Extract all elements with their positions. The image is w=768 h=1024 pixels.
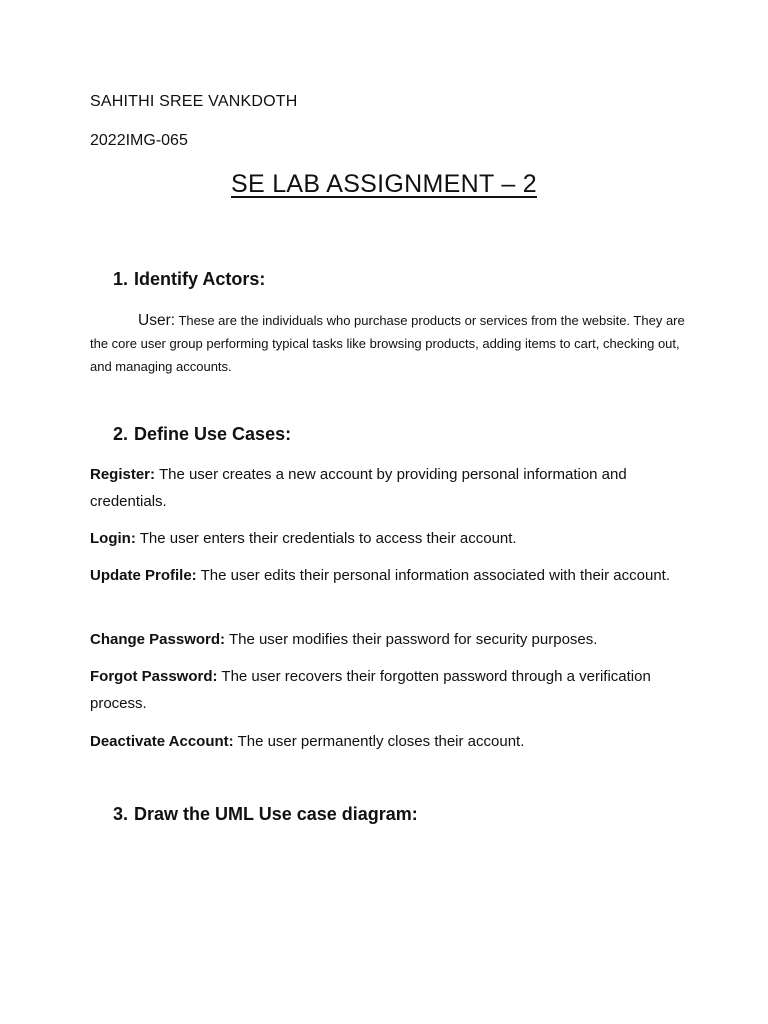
- section-title: Draw the UML Use case diagram:: [134, 804, 418, 824]
- use-case-label: Login:: [90, 530, 136, 547]
- section-heading-define-use-cases: [113, 424, 291, 445]
- section-heading-draw-uml-diagram: [113, 804, 418, 825]
- use-case-register: [90, 461, 690, 515]
- actor-name: User:: [138, 312, 176, 329]
- section-number: 3.: [113, 804, 129, 824]
- use-case-description: The user enters their credentials to access their account.: [139, 530, 517, 547]
- use-case-description: The user creates a new account by providing personal information and credentials.: [90, 466, 627, 510]
- use-case-label: Forgot Password:: [90, 668, 218, 685]
- use-case-label: Deactivate Account:: [90, 733, 234, 750]
- use-case-label: Register:: [90, 466, 156, 483]
- use-case-label: Change Password:: [90, 631, 226, 648]
- use-case-update-profile: [90, 562, 690, 589]
- section-number: 1.: [113, 269, 129, 289]
- use-case-deactivate-account: [90, 728, 690, 755]
- use-case-label: Update Profile:: [90, 567, 197, 584]
- actor-description-paragraph: [90, 309, 690, 378]
- use-case-description: The user modifies their password for security purposes.: [228, 631, 598, 648]
- roll-number: 2022IMG-065: [90, 132, 188, 149]
- section-number: 2.: [113, 424, 129, 444]
- section-title: Define Use Cases:: [134, 424, 292, 444]
- section-title: Identify Actors:: [134, 269, 266, 289]
- document-title: [0, 170, 768, 199]
- section-heading-identify-actors: [113, 269, 265, 290]
- author-name: SAHITHI SREE VANKDOTH: [90, 93, 298, 110]
- use-case-forgot-password: [90, 663, 690, 717]
- use-case-login: [90, 525, 690, 552]
- use-case-change-password: [90, 626, 690, 653]
- actor-description: These are the individuals who purchase products or services from the website. They are the core user group performing typical tasks like browsing products, adding items to cart, checking out, and managing accounts.: [90, 313, 685, 374]
- document-title-text: SE LAB ASSIGNMENT – 2: [231, 170, 537, 198]
- use-case-description: The user edits their personal information associated with their account.: [200, 567, 671, 584]
- use-case-description: The user permanently closes their account.: [237, 733, 525, 750]
- use-case-description: The user recovers their forgotten password through a verification process.: [90, 668, 651, 712]
